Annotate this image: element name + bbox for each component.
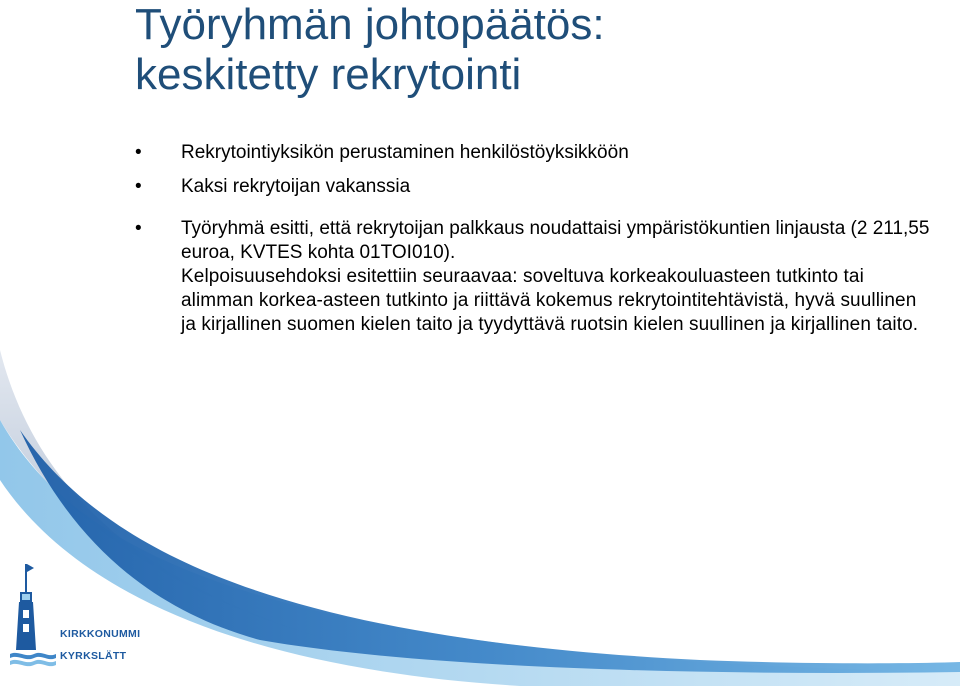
bullet-text: Työryhmä esitti, että rekrytoijan palkkaus noudattaisi ympäristökuntien linjausta (2 211,55 euroa, KVTES kohta 01TOI010). xyxy=(181,218,930,263)
title-line-2: keskitetty rekrytointi xyxy=(135,50,522,99)
logo-text-fi: KIRKKONUMMI xyxy=(60,628,141,640)
bullet-text: Kelpoisuusehdoksi esitettiin seuraavaa: soveltuva korkeakouluasteen tutkinto tai alimman korkea-asteen tutkinto ja riittävä kokemus rekrytointitehtävistä, hyvä suullinen ja kirjallinen suomen kielen taito ja tyydyttävä ruotsin kielen suullinen ja kirjallinen taito. xyxy=(181,266,919,335)
bullet-dot-icon: • xyxy=(135,176,142,197)
bullet-dot-icon: • xyxy=(135,218,142,239)
kirkkonummi-logo xyxy=(8,558,148,668)
lighthouse-icon xyxy=(8,558,58,668)
bullet-item xyxy=(135,217,935,337)
slide-title xyxy=(135,0,935,100)
bullet-item xyxy=(135,175,935,199)
bullet-list xyxy=(135,141,935,337)
bullet-text: Kaksi rekrytoijan vakanssia xyxy=(181,176,411,197)
bullet-text: Rekrytointiyksikön perustaminen henkilöstöyksikköön xyxy=(181,142,629,163)
title-line-1: Työryhmän johtopäätös: xyxy=(135,0,605,49)
bullet-dot-icon: • xyxy=(135,142,142,163)
bullet-item xyxy=(135,141,935,165)
logo-text-sv: KYRKSLÄTT xyxy=(60,650,127,662)
